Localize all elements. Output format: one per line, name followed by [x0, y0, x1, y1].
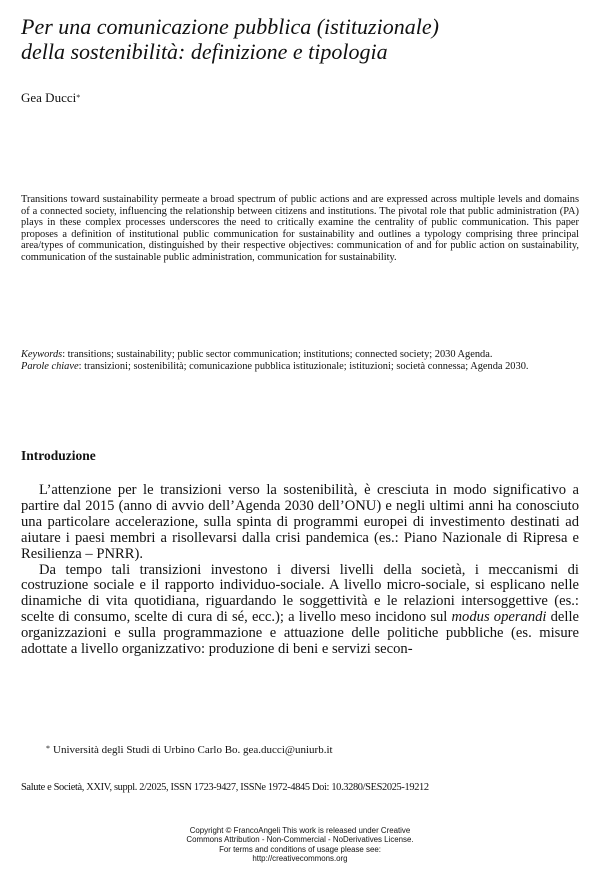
paragraph-2-part-2: delle organizzazioni e sulla programmazione e attuazione delle politiche pubbliche (es. misure adottate a livello organizzativo: produzione di beni e servizi secon- — [21, 609, 579, 658]
author-footnote-marker[interactable]: * — [76, 93, 81, 102]
section-heading: Introduzione — [21, 448, 96, 463]
footnote-marker: * — [46, 744, 50, 753]
footnote-text: Università degli Studi di Urbino Carlo Bo. gea.ducci@uniurb.it — [53, 744, 333, 756]
keywords-it — [21, 361, 579, 373]
article-title — [21, 14, 581, 64]
author-line — [21, 90, 80, 106]
abstract: Transitions toward sustainability permeate a broad spectrum of public actions and are expressed across multiple levels and domains of a connected society, influencing the relationship between citizens and institutions. The pivotal role that public administration (PA) plays in these complex processes underscores the need to critically examine the centrality of public communication. This paper proposes a definition of institutional public communication for sustainability and outlines a typology comprising three principal area/types of communication, distinguished by their respective objectives: communication of and for public action on sustainability, communication of the sustainable public administration, communication for sustainability. — [21, 194, 579, 263]
copyright-notice — [120, 826, 480, 864]
title-line-1: Per una comunicazione pubblica (istituzionale) — [21, 14, 439, 39]
body-text — [21, 483, 579, 658]
journal-info: Salute e Società, XXIV, suppl. 2/2025, ISSN 1723-9427, ISSNe 1972-4845 Doi: 10.3280/SES2025-19212 — [21, 782, 429, 793]
keywords-en — [21, 349, 579, 361]
copyright-link[interactable]: http://creativecommons.org — [252, 854, 348, 864]
copyright-line-2: Commons Attribution - Non-Commercial - NoDerivatives License. — [186, 835, 414, 845]
keywords-it-label: Parole chiave — [21, 360, 79, 372]
paragraph-1: L’attenzione per le transizioni verso la sostenibilità, è cresciuta in modo significativo a partire dal 2015 (anno di avvio dell’Agenda 2030 dell’ONU) e negli ultimi anni ha conosciuto una particolare accelerazione, sulla spinta di programmi europei di investimento destinati ad aiutare i paesi membri a risollevarsi dalla crisi pandemica (es.: Piano Nazionale di Ripresa e Resilienza – PNRR). — [21, 482, 579, 562]
keywords-en-label: Keywords — [21, 349, 63, 360]
keywords-block — [21, 349, 579, 372]
copyright-line-3: For terms and conditions of usage please see: — [219, 844, 381, 854]
footnote — [46, 744, 333, 756]
paragraph-2 — [21, 563, 579, 658]
author-name: Gea Ducci — [21, 90, 77, 105]
paragraph-2-emphasis: modus operandi — [451, 609, 547, 626]
copyright-line-1: Copyright © FrancoAngeli This work is released under Creative — [189, 826, 411, 835]
paragraph-2-part-1: Da tempo tali transizioni investono i diversi livelli della società, i meccanismi di costruzione sociale e il rapporto individuo-sociale. A livello micro-sociale, si esplicano nelle dinamiche di vita quotidiana, riguardando le soggettività e le relazioni intersoggettive (es.: scelte di consumo, scelte di cura di sé, ecc.); a livello meso incidono sul — [21, 561, 579, 626]
keywords-it-text: : transizioni; sostenibilità; comunicazione pubblica istituzionale; istituzioni; società connessa; Agenda 2030. — [78, 360, 529, 372]
keywords-en-text: : transitions; sustainability; public sector communication; institutions; connected society; 2030 Agenda. — [62, 349, 493, 360]
title-line-2: della sostenibilità: definizione e tipologia — [21, 39, 388, 64]
